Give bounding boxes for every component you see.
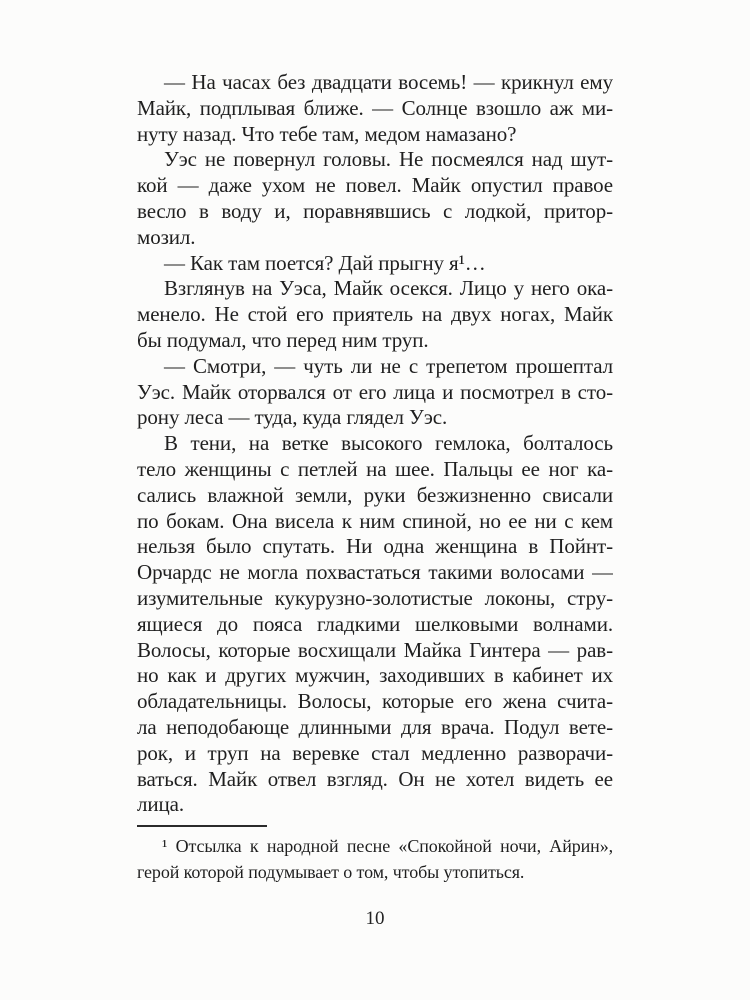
text-line: но как и других мужчин, заходивших в кабинет их (137, 663, 613, 688)
footnote (137, 834, 613, 885)
text-line: Взглянув на Уэса, Майк осекся. Лицо у него ока- (164, 276, 613, 301)
footnote-rule (137, 825, 267, 827)
text-line: весло в воду и, поравнявшись с лодкой, притор- (137, 198, 613, 223)
text-line: нуту назад. Что тебе там, медом намазано? (137, 121, 517, 146)
text-line: изумительные кукурузно-золотистые локоны, стру- (137, 585, 613, 610)
text-line: нельзя было спутать. Ни одна женщина в Пойнт- (137, 534, 613, 559)
page-number: 10 (365, 908, 385, 929)
text-line: ла неподобающе длинными для врача. Подул вете- (137, 714, 613, 739)
text-line: обладательницы. Волосы, которые его жена счита- (137, 689, 613, 714)
text-line: В тени, на ветке высокого гемлока, болталось (164, 431, 613, 456)
text-line: — Как там поется? Дай прыгну я¹… (164, 250, 486, 275)
text-line: рок, и труп на веревке стал медленно разворачи- (137, 740, 613, 765)
text-line: по бокам. Она висела к ним спиной, но ее ни с кем (137, 508, 613, 533)
text-line: ящиеся до пояса гладкими шелковыми волнами. (137, 611, 613, 636)
text-line: кой — даже ухом не повел. Майк опустил правое (137, 173, 613, 198)
text-line: ваться. Майк отвел взгляд. Он не хотел видеть ее (137, 766, 613, 791)
text-line: — Смотри, — чуть ли не с трепетом прошептал (164, 353, 613, 378)
text-line: менело. Не стой его приятель на двух ногах, Майк (137, 302, 613, 327)
text-line: рону леса — туда, куда глядел Уэс. (137, 405, 448, 430)
text-line: Уэс. Майк оторвался от его лица и посмотрел в сто- (137, 379, 613, 404)
text-line: Майк, подплывая ближе. — Солнце взошло аж ми- (137, 95, 613, 120)
text-line: Волосы, которые восхищали Майка Гинтера — рав- (137, 637, 613, 662)
text-line: мозил. (137, 224, 196, 249)
text-line: лица. (137, 792, 185, 817)
main-text (137, 70, 613, 818)
text-block (137, 70, 613, 885)
text-line: Орчардс не могла похвастаться такими волосами — (137, 560, 613, 585)
text-line: тело женщины с петлей на шее. Пальцы ее ног ка- (137, 456, 613, 481)
text-line: сались влажной земли, руки безжизненно свисали (137, 482, 613, 507)
text-line: бы подумал, что перед ним труп. (137, 327, 429, 352)
text-line: герой которой подумывает о том, чтобы утопиться. (137, 861, 525, 882)
text-line: Уэс не повернул головы. Не посмеялся над шут- (164, 147, 613, 172)
text-line: — На часах без двадцати восемь! — крикнул ему (164, 70, 613, 94)
text-line: ¹ Отсылка к народной песне «Спокойной ночи, Айрин», (162, 836, 613, 857)
